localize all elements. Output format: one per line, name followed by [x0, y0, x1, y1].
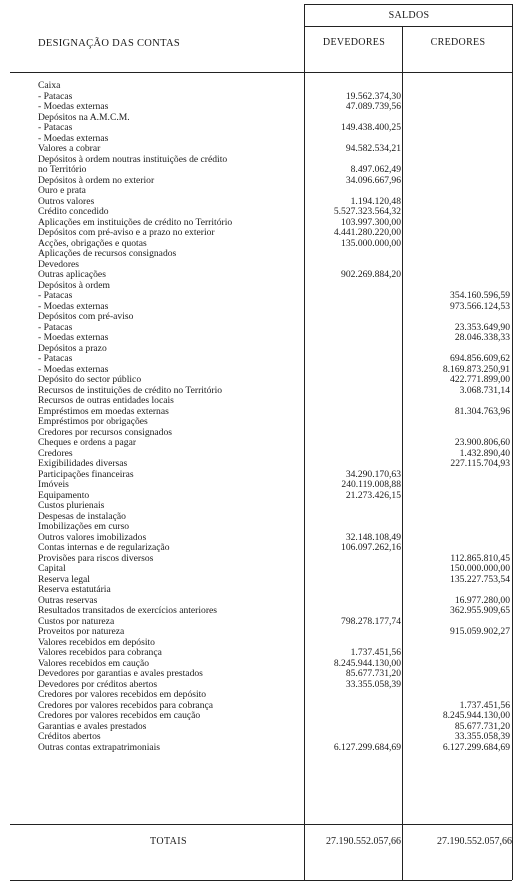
account-name: no Território	[38, 164, 87, 175]
devedores-value: 135.000.000,00	[341, 237, 401, 249]
table-row	[0, 690, 520, 701]
credores-value: 694.856.609,62	[450, 353, 510, 364]
table-row	[0, 543, 520, 554]
account-name: Cheques e ordens a pagar	[38, 437, 137, 448]
credores-value: 28.046.338,33	[454, 332, 510, 343]
account-name: Devedores por garantias e avales prestados	[38, 668, 203, 679]
table-row	[0, 459, 520, 470]
credores-value: 23.353.649,90	[454, 321, 510, 333]
account-name: Empréstimos por obrigações	[38, 416, 148, 427]
account-name: Outras contas extrapatrimoniais	[38, 741, 161, 753]
devedores-value: 8.497.062,49	[350, 164, 401, 175]
account-name: Valores recebidos em depósito	[38, 636, 155, 648]
credores-value: 150.000.000,00	[450, 563, 510, 574]
account-name: Credores por valores recebidos para cobrança	[38, 699, 214, 711]
account-name: Despesas de instalação	[38, 510, 126, 522]
account-name: Outros valores	[38, 195, 95, 207]
credores-value: 135.227.753,54	[450, 573, 510, 585]
account-name: - Patacas	[38, 353, 73, 364]
saldos-top-rule	[304, 4, 512, 5]
credores-value: 1.737.451,56	[459, 699, 510, 711]
devedores-value: 8.245.944.130,00	[333, 657, 401, 669]
account-name: Valores recebidos para cobrança	[38, 647, 162, 658]
account-name: Depósitos na A.M.C.M.	[38, 111, 130, 123]
table-row	[0, 344, 520, 355]
account-name: - Moedas externas	[38, 132, 109, 144]
account-name: - Moedas externas	[38, 363, 109, 375]
account-name: Exigibilidades diversas	[38, 458, 128, 469]
devedores-value: 85.677.731,20	[345, 668, 401, 679]
account-name: Outras aplicações	[38, 269, 106, 280]
table-row	[0, 501, 520, 512]
devedores-value: 240.119.008,88	[341, 479, 401, 490]
account-name: Reserva estatutária	[38, 584, 111, 595]
saldos-header: SALDOS	[388, 10, 430, 21]
account-name: Valores recebidos em caução	[38, 657, 150, 669]
account-name: Credores por valores recebidos em caução	[38, 710, 201, 721]
totals-top-rule	[10, 824, 512, 825]
credores-value: 362.955.909,65	[450, 605, 510, 616]
account-name: - Moedas externas	[38, 300, 109, 312]
table-row	[0, 165, 520, 176]
credores-value: 16.977.280,00	[454, 594, 510, 606]
devedores-value: 5.527.323.564,32	[333, 206, 401, 217]
devedores-value: 149.438.400,25	[341, 122, 401, 133]
account-name: Provisões para riscos diversos	[38, 552, 154, 564]
devedores-value: 33.355.058,39	[345, 678, 401, 690]
header-bottom-rule	[10, 72, 512, 73]
devedores-value: 902.269.884,20	[341, 269, 401, 280]
table-row	[0, 186, 520, 197]
account-name: Equipamento	[38, 489, 90, 501]
credores-value: 422.771.899,00	[450, 374, 510, 385]
designacao-header: DESIGNAÇÃO DAS CONTAS	[38, 38, 180, 49]
credores-value: 8.245.944.130,00	[442, 710, 510, 721]
table-row	[0, 648, 520, 659]
devedores-value: 1.194.120,48	[350, 195, 401, 207]
page-bottom-rule	[10, 880, 512, 881]
account-name: Depósitos à ordem no exterior	[38, 174, 155, 186]
devedores-header: DEVEDORES	[322, 37, 386, 48]
table-row	[0, 333, 520, 344]
account-name: Aplicações de recursos consignados	[38, 248, 177, 259]
table-row	[0, 585, 520, 596]
account-name: Resultados transitados de exercícios anteriores	[38, 605, 218, 616]
account-name: - Moedas externas	[38, 332, 109, 343]
table-row	[0, 480, 520, 491]
account-name: - Patacas	[38, 321, 73, 333]
account-name: Custos plurienais	[38, 500, 105, 511]
table-row	[0, 81, 520, 92]
table-row	[0, 669, 520, 680]
account-name: Participações financeiras	[38, 468, 134, 480]
credores-value: 1.432.890,40	[459, 447, 510, 459]
table-row	[0, 606, 520, 617]
devedores-value: 19.562.374,30	[345, 90, 401, 102]
credores-value: 85.677.731,20	[454, 720, 510, 732]
credores-value: 3.068.731,14	[459, 384, 510, 396]
account-name: Credores	[38, 447, 73, 459]
table-row	[0, 312, 520, 323]
credores-value: 112.865.810,45	[450, 552, 510, 564]
table-row	[0, 228, 520, 239]
accounts-table-body	[0, 81, 520, 753]
account-name: Créditos abertos	[38, 731, 101, 742]
devedores-value: 1.737.451,56	[350, 647, 401, 658]
credores-value: 81.304.763,96	[454, 405, 510, 417]
devedores-value: 798.278.177,74	[341, 615, 401, 627]
account-name: Depósitos a prazo	[38, 342, 107, 354]
account-name: Garantias e avales prestados	[38, 720, 147, 732]
account-name: Depósito do sector público	[38, 374, 142, 385]
devedores-value: 34.096.667,96	[345, 174, 401, 186]
table-row	[0, 123, 520, 134]
account-name: Custos por natureza	[38, 615, 115, 627]
table-row	[0, 564, 520, 575]
totals-credores: 27.190.552.057,66	[437, 836, 512, 847]
totals-label: TOTAIS	[150, 836, 187, 847]
account-name: Capital	[38, 563, 66, 574]
table-row	[0, 113, 520, 124]
account-name: - Patacas	[38, 122, 73, 133]
table-row	[0, 354, 520, 365]
credores-value: 973.566.124,53	[450, 300, 510, 312]
saldos-under-rule	[304, 26, 512, 27]
table-row	[0, 281, 520, 292]
table-row	[0, 438, 520, 449]
account-name: Contas internas e de regularização	[38, 542, 170, 553]
table-row	[0, 375, 520, 386]
account-name: Devedores por créditos abertos	[38, 678, 158, 690]
table-row	[0, 249, 520, 260]
credores-value: 33.355.058,39	[454, 731, 510, 742]
table-row	[0, 396, 520, 407]
account-name: Crédito concedido	[38, 206, 109, 217]
account-name: Depósitos com pré-aviso	[38, 311, 134, 322]
devedores-value: 34.290.170,63	[345, 468, 401, 480]
table-row	[0, 554, 520, 565]
credores-value: 915.059.902,27	[450, 626, 510, 637]
credores-value: 23.900.806,60	[454, 437, 510, 448]
credores-value: 8.169.873.250,91	[442, 363, 510, 375]
account-name: Depósitos à ordem noutras instituições de crédito	[38, 153, 228, 165]
account-name: Credores por valores recebidos em depósito	[38, 689, 207, 700]
table-row	[0, 743, 520, 754]
devedores-value: 47.089.739,56	[345, 101, 401, 112]
table-row	[0, 144, 520, 155]
credores-value: 354.160.596,59	[450, 290, 510, 301]
table-row	[0, 270, 520, 281]
account-name: Recursos de instituições de crédito no Território	[38, 384, 223, 396]
devedores-value: 94.582.534,21	[345, 143, 401, 154]
totals-devedores: 27.190.552.057,66	[326, 836, 401, 847]
account-name: Valores a cobrar	[38, 143, 101, 154]
table-row	[0, 522, 520, 533]
account-name: - Patacas	[38, 290, 73, 301]
account-name: Reserva legal	[38, 573, 90, 585]
account-name: Credores por recursos consignados	[38, 426, 173, 438]
account-name: Imóveis	[38, 479, 69, 490]
devedores-value: 4.441.280.220,00	[333, 227, 401, 238]
account-name: - Moedas externas	[38, 101, 109, 112]
account-name: Devedores	[38, 258, 80, 270]
devedores-value: 6.127.299.684,69	[333, 741, 401, 753]
table-row	[0, 291, 520, 302]
devedores-value: 103.997.300,00	[341, 216, 401, 228]
account-name: Depósitos à ordem	[38, 279, 110, 291]
account-name: Recursos de outras entidades locais	[38, 395, 174, 406]
account-name: Proveitos por natureza	[38, 626, 125, 637]
table-row	[0, 711, 520, 722]
account-name: Ouro e prata	[38, 185, 86, 196]
account-name: Imobilizações em curso	[38, 521, 130, 532]
table-row	[0, 470, 520, 481]
credores-value: 227.115.704,93	[450, 458, 510, 469]
devedores-value: 106.097.262,16	[341, 542, 401, 553]
account-name: - Patacas	[38, 90, 73, 102]
table-row	[0, 207, 520, 218]
devedores-value: 32.148.108,49	[345, 531, 401, 543]
account-name: Outros valores imobilizados	[38, 531, 147, 543]
account-name: Caixa	[38, 80, 61, 91]
account-name: Depósitos com pré-aviso e a prazo no exterior	[38, 227, 215, 238]
table-row	[0, 102, 520, 113]
account-name: Outras reservas	[38, 594, 98, 606]
table-row	[0, 732, 520, 743]
devedores-value: 21.273.426,15	[345, 489, 401, 501]
credores-value: 6.127.299.684,69	[442, 741, 510, 753]
account-name: Aplicações em instituições de crédito no Território	[38, 216, 233, 228]
account-name: Acções, obrigações e quotas	[38, 237, 147, 249]
account-name: Empréstimos em moedas externas	[38, 405, 169, 417]
table-row	[0, 627, 520, 638]
credores-header: CREDORES	[430, 37, 486, 48]
table-row	[0, 417, 520, 428]
